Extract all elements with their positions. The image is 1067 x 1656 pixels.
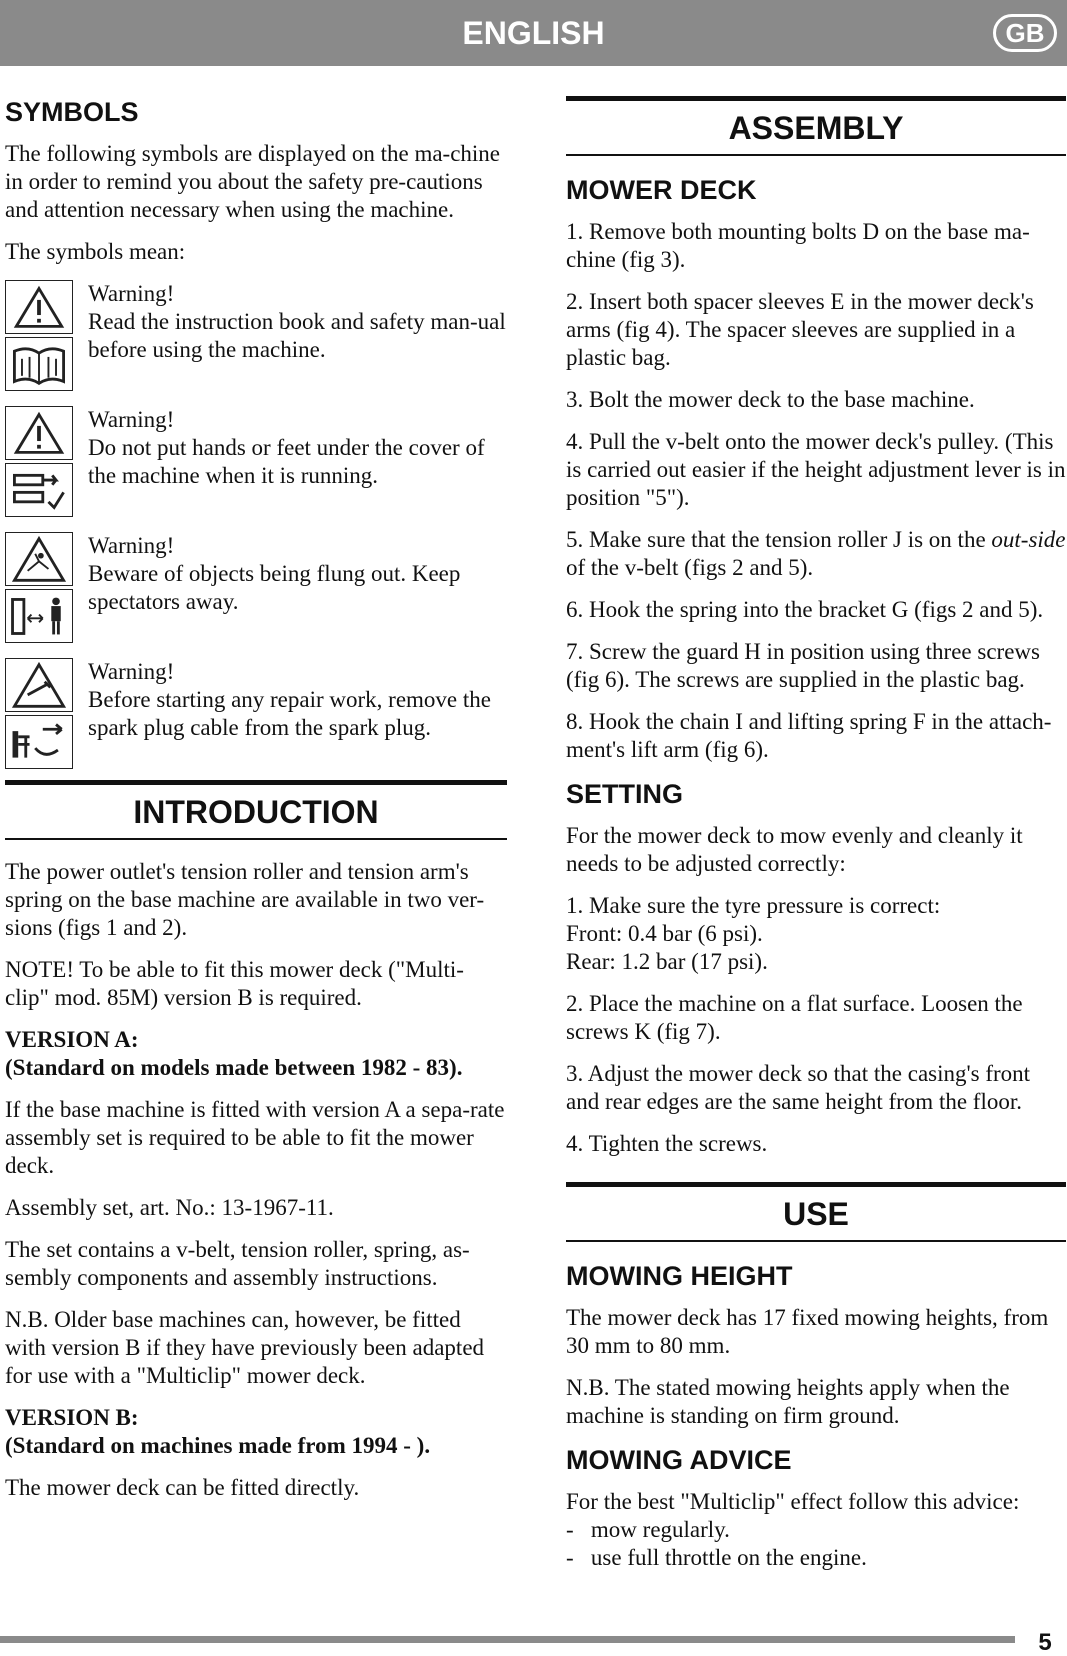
- version-a-heading: [5, 1026, 507, 1082]
- keep-spectators-away-icon: [5, 589, 73, 643]
- setting-rear: Rear: 1.2 bar (17 psi).: [566, 949, 768, 974]
- mowing-height-heading: MOWING HEIGHT: [566, 1261, 793, 1291]
- version-b-heading: [5, 1404, 507, 1460]
- symbol-row: [5, 406, 507, 532]
- mower-deck-heading: MOWER DECK: [566, 175, 757, 205]
- setting-tyre: 1. Make sure the tyre pressure is correct:: [566, 893, 941, 918]
- assembly-step: 8. Hook the chain I and lifting spring F in the attach-ment's lift arm (fig 6).: [566, 709, 1052, 762]
- setting-step-4: 4. Tighten the screws.: [566, 1131, 768, 1156]
- hand-foot-under-cover-icon: [5, 463, 73, 517]
- version-b-text: The mower deck can be fitted directly.: [5, 1475, 360, 1500]
- flying-objects-warning-icon: [5, 532, 73, 586]
- language-badge: GB: [993, 14, 1057, 52]
- assembly-step: 3. Bolt the mower deck to the base machine.: [566, 387, 975, 412]
- assembly-step: 7. Screw the guard H in position using three screws (fig 6). The screws are supplied in the plastic bag.: [566, 639, 1040, 692]
- symbol-row: [5, 658, 507, 784]
- setting-step-1: [566, 892, 1066, 976]
- header-bar: [0, 0, 1067, 66]
- symbols-intro: The following symbols are displayed on the ma-chine in order to remind you about the safety pre-cautions and attention necessary when using the machine.: [5, 141, 501, 222]
- assembly-step: 6. Hook the spring into the bracket G (figs 2 and 5).: [566, 597, 1044, 622]
- symbol-title: Warning!: [88, 407, 175, 432]
- advice-item: - use full throttle on the engine.: [566, 1545, 867, 1570]
- version-a-label: VERSION A:: [5, 1027, 139, 1052]
- mowing-advice-intro: For the best "Multiclip" effect follow this advice:: [566, 1489, 1020, 1514]
- assembly-step: 1. Remove both mounting bolts D on the base ma-chine (fig 3).: [566, 219, 1030, 272]
- header-title: ENGLISH: [462, 15, 605, 51]
- intro-paragraph: The power outlet's tension roller and tension arm's spring on the base machine are available in two ver-sions (figs 1 and 2).: [5, 859, 485, 940]
- symbol-title: Warning!: [88, 533, 175, 558]
- instruction-book-icon: [5, 337, 73, 391]
- footer-bar: [0, 1636, 1015, 1643]
- assembly-step: 2. Insert both spacer sleeves E in the mower deck's arms (fig 4). The spacer sleeves are supplied in a plastic bag.: [566, 289, 1034, 370]
- setting-intro: For the mower deck to mow evenly and cleanly it needs to be adjusted correctly:: [566, 823, 1023, 876]
- mowing-height-text: The mower deck has 17 fixed mowing heights, from 30 mm to 80 mm.: [566, 1305, 1049, 1358]
- left-column: [5, 96, 507, 1516]
- symbol-row: [5, 532, 507, 658]
- assembly-step-5: [566, 526, 1066, 582]
- introduction-heading: INTRODUCTION: [5, 780, 507, 840]
- assembly-heading: ASSEMBLY: [566, 96, 1066, 156]
- symbol-text: Do not put hands or feet under the cover of the machine when it is running.: [88, 435, 485, 488]
- symbol-text: Before starting any repair work, remove the spark plug cable from the spark plug.: [88, 687, 491, 740]
- assembly-step: 4. Pull the v-belt onto the mower deck's pulley. (This is carried out easier if the height adjustment lever is in position "5").: [566, 429, 1066, 510]
- spark-plug-cable-icon: [5, 715, 73, 769]
- set-contents-text: The set contains a v-belt, tension roller, spring, as-sembly components and assembly instructions.: [5, 1237, 470, 1290]
- version-b-label: VERSION B:: [5, 1405, 139, 1430]
- step5-start: 5. Make sure that the tension roller J is on the: [566, 527, 992, 552]
- setting-heading: SETTING: [566, 779, 684, 809]
- symbol-text: Read the instruction book and safety man-ual before using the machine.: [88, 309, 506, 362]
- setting-step-2: 2. Place the machine on a flat surface. Loosen the screws K (fig 7).: [566, 991, 1023, 1044]
- symbols-heading: SYMBOLS: [5, 97, 139, 127]
- step5-emphasis: out-side: [991, 527, 1066, 552]
- page-number: 5: [1038, 1629, 1052, 1656]
- right-column: [566, 96, 1066, 1572]
- symbol-title: Warning!: [88, 281, 175, 306]
- warning-triangle-icon: [5, 280, 73, 334]
- use-heading: USE: [566, 1182, 1066, 1242]
- symbol-text: Beware of objects being flung out. Keep spectators away.: [88, 561, 461, 614]
- older-machines-note: N.B. Older base machines can, however, be fitted with version B if they have previously been adapted for use with a "Multiclip" mower deck.: [5, 1307, 485, 1388]
- version-b-subtitle: (Standard on machines made from 1994 - ).: [5, 1433, 431, 1458]
- advice-item: - mow regularly.: [566, 1517, 730, 1542]
- mowing-height-note: N.B. The stated mowing heights apply when the machine is standing on firm ground.: [566, 1375, 1010, 1428]
- warning-triangle-icon: [5, 406, 73, 460]
- mowing-advice-heading: MOWING ADVICE: [566, 1445, 792, 1475]
- symbol-title: Warning!: [88, 659, 175, 684]
- tool-warning-icon: [5, 658, 73, 712]
- step5-end: of the v-belt (figs 2 and 5).: [566, 555, 814, 580]
- version-a-text: If the base machine is fitted with version A a sepa-rate assembly set is required to be able to fit the mower deck.: [5, 1097, 505, 1178]
- assembly-set-text: Assembly set, art. No.: 13-1967-11.: [5, 1195, 334, 1220]
- symbols-mean: The symbols mean:: [5, 239, 186, 264]
- setting-step-3: 3. Adjust the mower deck so that the casing's front and rear edges are the same height from the floor.: [566, 1061, 1031, 1114]
- setting-front: Front: 0.4 bar (6 psi).: [566, 921, 763, 946]
- version-a-subtitle: (Standard on models made between 1982 - 83).: [5, 1055, 463, 1080]
- symbol-row: [5, 280, 507, 406]
- note-paragraph: NOTE! To be able to fit this mower deck ("Multi-clip" mod. 85M) version B is required.: [5, 957, 464, 1010]
